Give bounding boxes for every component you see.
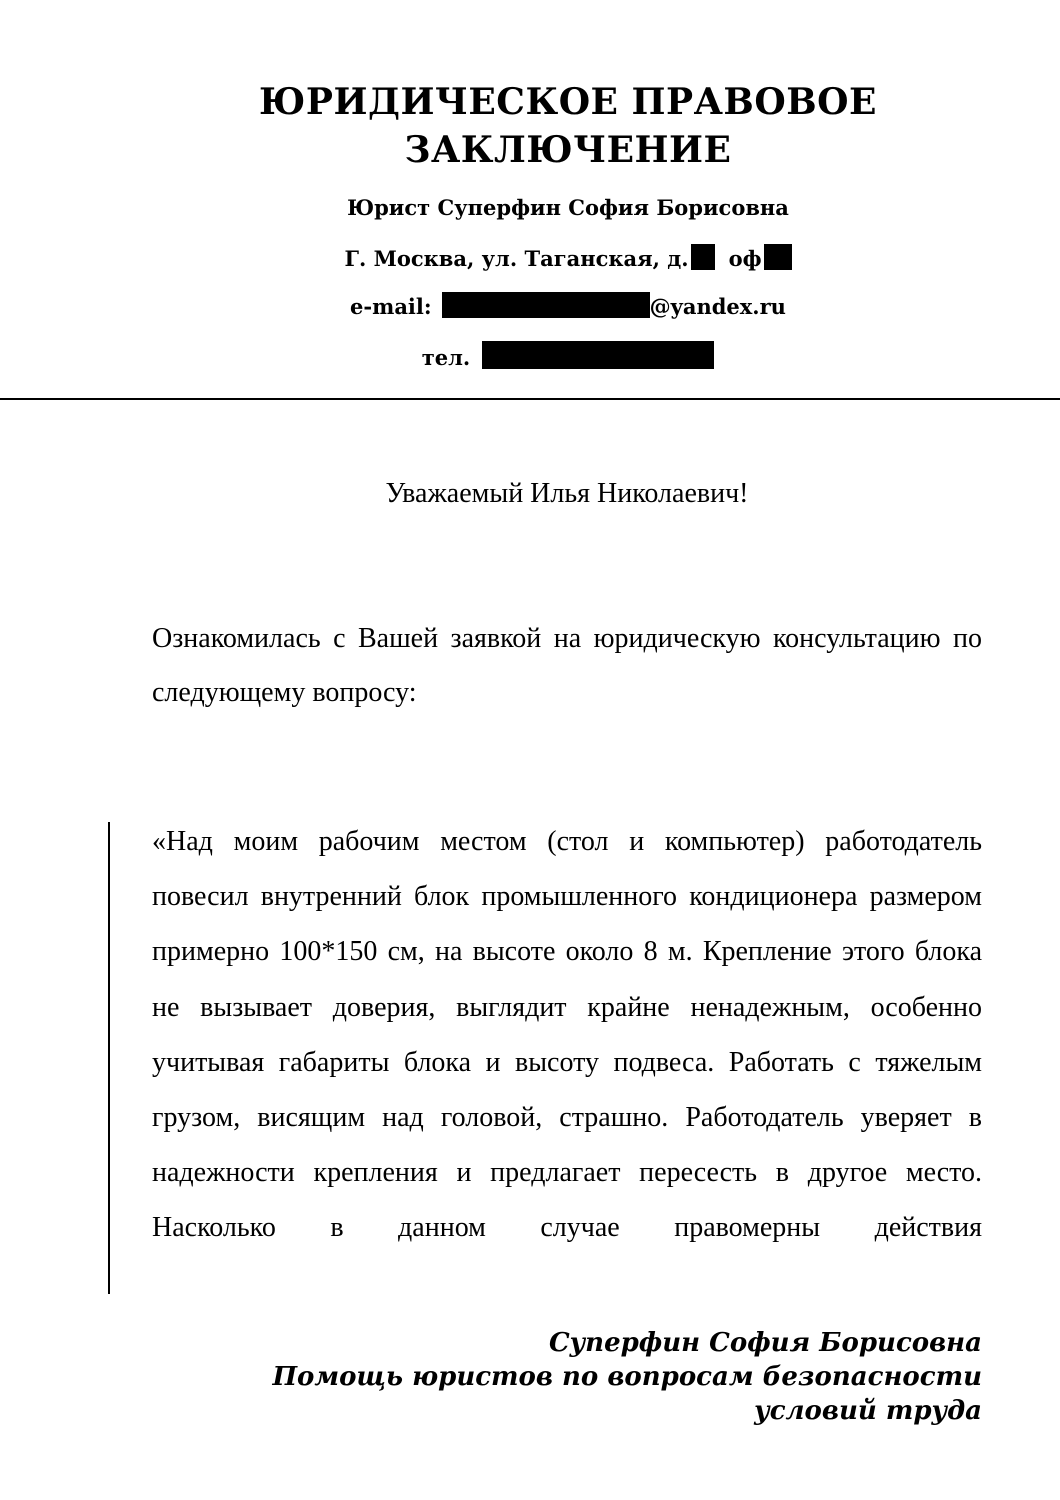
footer-author: Суперфин София Борисовна [548, 1328, 982, 1358]
title-line-2: ЗАКЛЮЧЕНИЕ [404, 129, 732, 171]
lawyer-name: Юрист Суперфин София Борисовна [347, 195, 789, 220]
book-footer [142, 1326, 982, 1428]
header-divider [0, 398, 1060, 400]
email-label: e-mail: [350, 294, 432, 319]
address-prefix: Г. Москва, ул. Таганская, д. [344, 246, 689, 271]
footer-series-line-1: Помощь юристов по вопросам безопасности [272, 1362, 982, 1392]
title-line-1: ЮРИДИЧЕСКОЕ ПРАВОВОЕ [259, 81, 877, 123]
email-line [200, 292, 936, 321]
redacted-email-user [442, 292, 650, 318]
office-label: оф [728, 246, 762, 271]
greeting: Уважаемый Илья Николаевич! [385, 478, 749, 509]
redacted-office-number [764, 244, 792, 270]
address-line [200, 244, 936, 273]
intro-paragraph: Ознакомилась с Вашей заявкой на юридическую консультацию по следующему вопросу: [152, 623, 982, 708]
redacted-house-number [691, 244, 715, 270]
document-title [200, 78, 936, 174]
email-domain: @yandex.ru [649, 294, 786, 319]
redacted-phone-number [482, 341, 714, 369]
client-question-quote: «Над моим рабочим местом (стол и компьютер) работодатель повесил внутренний блок промышленного кондиционера размером примерно 100*150 см, на высоте около 8 м. Крепление этого блока не вызывает доверия, выглядит крайне ненадежным, особенно учитывая габариты блока и высоту подвеса. Работать с тяжелым грузом, висящим над головой, страшно. Работодатель уверяет в надежности крепления и предлагает пересесть в другое место. Насколько в данном случае правомерны действия [152, 826, 982, 1244]
phone-label: тел. [421, 345, 471, 370]
footer-series-line-2: условий труда [754, 1396, 982, 1426]
phone-line [200, 341, 936, 372]
quote-bar [108, 822, 110, 1294]
